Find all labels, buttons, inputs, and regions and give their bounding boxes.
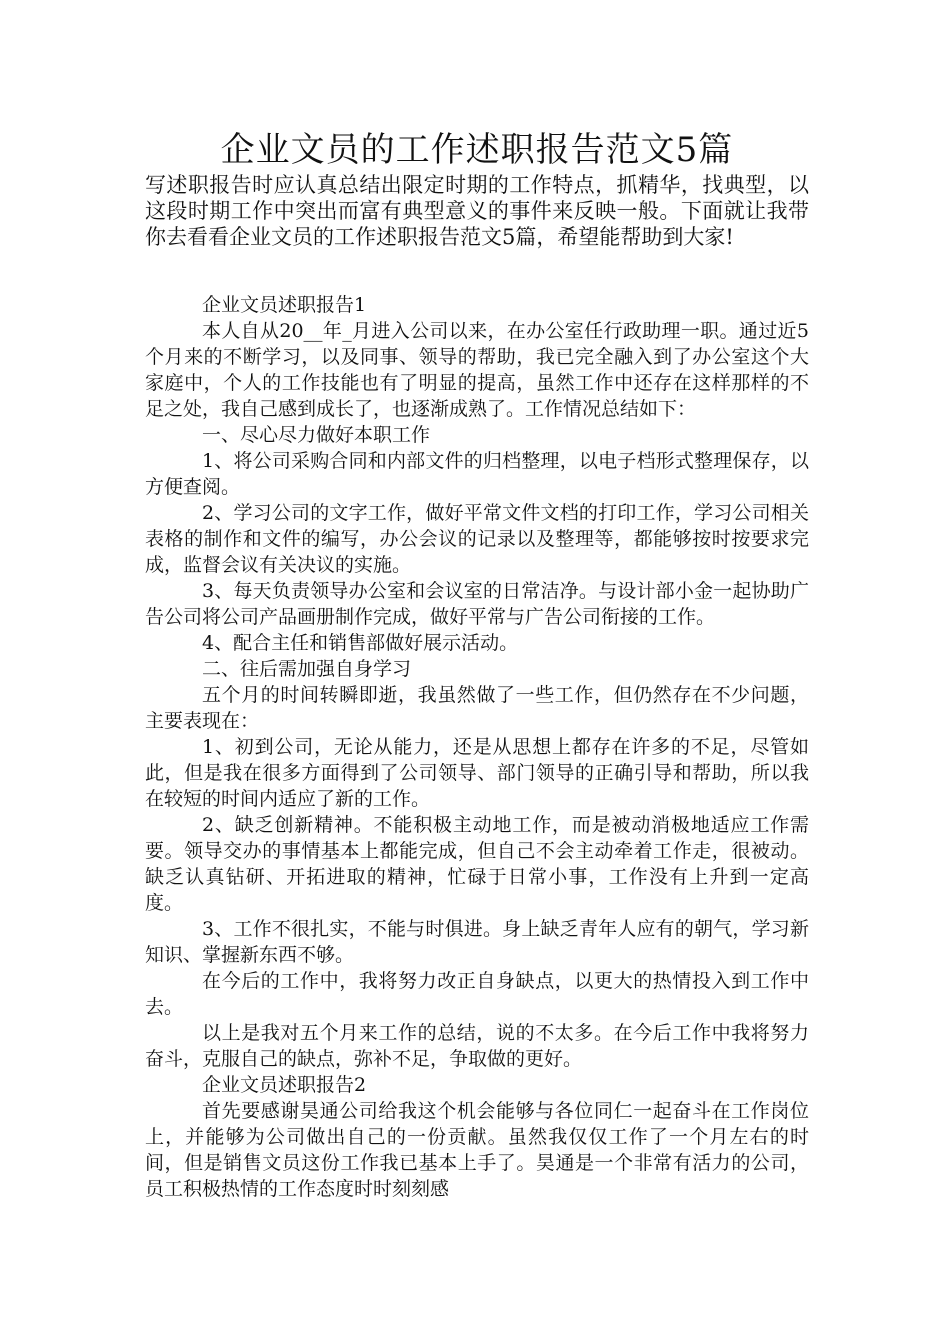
list-item: 1、初到公司，无论从能力，还是从思想上都存在许多的不足，尽管如此，但是我在很多方面得到了公司领导、部门领导的正确引导和帮助，所以我在较短的时间内适应了新的工作。 bbox=[145, 736, 809, 810]
list-item: 4、配合主任和销售部做好展示活动。 bbox=[202, 632, 519, 654]
blank-line bbox=[145, 250, 809, 292]
body-paragraph: 五个月的时间转瞬即逝，我虽然做了一些工作，但仍然存在不少问题，主要表现在： bbox=[145, 684, 809, 732]
subheading-1: 一、尽心尽力做好本职工作 bbox=[202, 424, 431, 446]
body-paragraph: 以上是我对五个月来工作的总结，说的不太多。在今后工作中我将努力奋斗，克服自己的缺点，弥补不足，争取做的更好。 bbox=[145, 1022, 809, 1070]
list-item: 2、学习公司的文字工作，做好平常文件文档的打印工作，学习公司相关表格的制作和文件的编写，办公会议的记录以及整理等，都能够按时按要求完成，监督会议有关决议的实施。 bbox=[145, 502, 809, 576]
subheading-2: 二、往后需加强自身学习 bbox=[202, 658, 412, 680]
document-body bbox=[145, 292, 809, 1202]
intro-paragraph: 写述职报告时应认真总结出限定时期的工作特点，抓精华，找典型，以这段时期工作中突出而富有典型意义的事件来反映一般。下面就让我带你去看看企业文员的工作述职报告范文5篇，希望能帮助到大家! bbox=[145, 173, 809, 249]
document-page bbox=[145, 128, 809, 1202]
body-paragraph: 首先要感谢昊通公司给我这个机会能够与各位同仁一起奋斗在工作岗位上，并能够为公司做出自己的一份贡献。虽然我仅仅工作了一个月左右的时间，但是销售文员这份工作我已基本上手了。昊通是一个非常有活力的公司，员工积极热情的工作态度时时刻刻感 bbox=[145, 1100, 809, 1200]
body-paragraph: 本人自从20__年_月进入公司以来，在办公室任行政助理一职。通过近5个月来的不断学习，以及同事、领导的帮助，我已完全融入到了办公室这个大家庭中，个人的工作技能也有了明显的提高，虽然工作中还存在这样那样的不足之处，我自己感到成长了，也逐渐成熟了。工作情况总结如下： bbox=[145, 320, 809, 420]
document-title: 企业文员的工作述职报告范文5篇 bbox=[220, 130, 734, 170]
list-item: 1、将公司采购合同和内部文件的归档整理，以电子档形式整理保存，以方便查阅。 bbox=[145, 450, 809, 498]
list-item: 3、工作不很扎实，不能与时俱进。身上缺乏青年人应有的朝气，学习新知识、掌握新东西不够。 bbox=[145, 918, 809, 966]
list-item: 2、缺乏创新精神。不能积极主动地工作，而是被动消极地适应工作需要。领导交办的事情基本上都能完成，但自己不会主动牵着工作走，很被动。缺乏认真钻研、开拓进取的精神，忙碌于日常小事，工作没有上升到一定高度。 bbox=[145, 814, 809, 914]
section-heading-report-1: 企业文员述职报告1 bbox=[202, 294, 367, 316]
list-item: 3、每天负责领导办公室和会议室的日常洁净。与设计部小金一起协助广告公司将公司产品画册制作完成，做好平常与广告公司衔接的工作。 bbox=[145, 580, 809, 628]
body-paragraph: 在今后的工作中，我将努力改正自身缺点，以更大的热情投入到工作中去。 bbox=[145, 970, 809, 1018]
section-heading-report-2: 企业文员述职报告2 bbox=[202, 1074, 367, 1096]
